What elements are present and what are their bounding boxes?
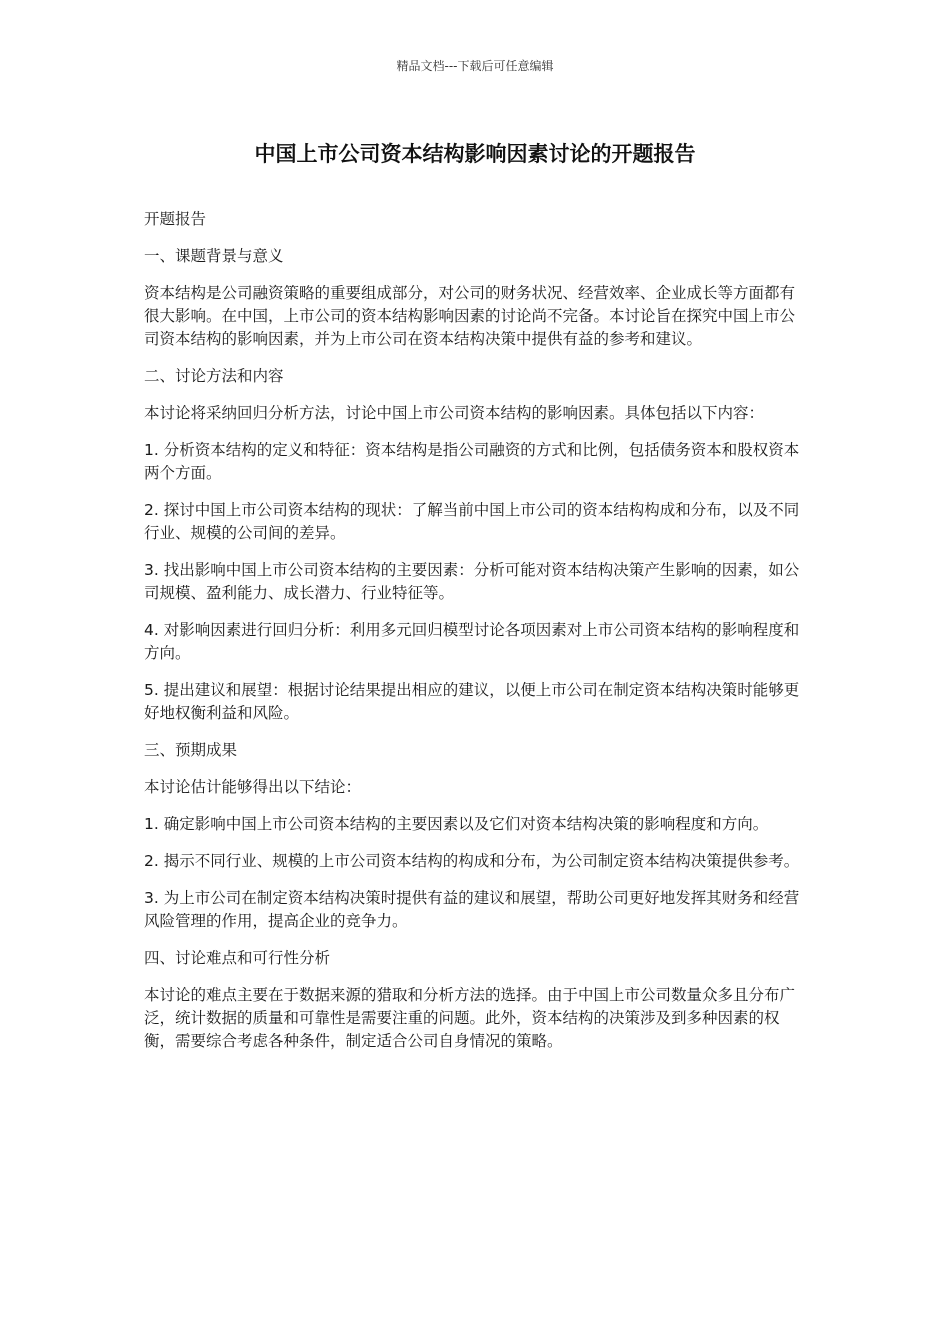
list-item: 3. 找出影响中国上市公司资本结构的主要因素：分析可能对资本结构决策产生影响的因素，如公司规模、盈利能力、成长潜力、行业特征等。 (144, 561, 800, 602)
list-item: 1. 确定影响中国上市公司资本结构的主要因素以及它们对资本结构决策的影响程度和方向。 (144, 815, 769, 833)
list-item: 4. 对影响因素进行回归分析：利用多元回归模型讨论各项因素对上市公司资本结构的影响程度和方向。 (144, 621, 800, 662)
section-heading: 三、预期成果 (144, 741, 238, 759)
document-body (144, 208, 806, 1067)
list-item: 5. 提出建议和展望：根据讨论结果提出相应的建议，以便上市公司在制定资本结构决策时能够更好地权衡利益和风险。 (144, 681, 800, 722)
list-item: 3. 为上市公司在制定资本结构决策时提供有益的建议和展望，帮助公司更好地发挥其财务和经营风险管理的作用，提高企业的竞争力。 (144, 889, 800, 930)
section-label: 开题报告 (144, 210, 207, 228)
list-item: 2. 揭示不同行业、规模的上市公司资本结构的构成和分布，为公司制定资本结构决策提供参考。 (144, 852, 800, 870)
section-heading: 四、讨论难点和可行性分析 (144, 949, 331, 967)
list-item: 1. 分析资本结构的定义和特征：资本结构是指公司融资的方式和比例，包括债务资本和股权资本两个方面。 (144, 441, 800, 482)
body-paragraph: 本讨论的难点主要在于数据来源的猎取和分析方法的选择。由于中国上市公司数量众多且分布广泛，统计数据的质量和可靠性是需要注重的问题。此外，资本结构的决策涉及到多种因素的权衡，需要综合考虑各种条件，制定适合公司自身情况的策略。 (144, 986, 796, 1050)
list-item: 2. 探讨中国上市公司资本结构的现状：了解当前中国上市公司的资本结构构成和分布，以及不同行业、规模的公司间的差异。 (144, 501, 800, 542)
body-paragraph: 本讨论将采纳回归分析方法，讨论中国上市公司资本结构的影响因素。具体包括以下内容： (144, 404, 765, 422)
section-heading: 一、课题背景与意义 (144, 247, 284, 265)
header-note: 精品文档---下载后可任意编辑 (396, 59, 554, 73)
document-title: 中国上市公司资本结构影响因素讨论的开题报告 (254, 142, 696, 166)
body-paragraph: 本讨论估计能够得出以下结论： (144, 778, 362, 796)
body-paragraph: 资本结构是公司融资策略的重要组成部分，对公司的财务状况、经营效率、企业成长等方面都有很大影响。在中国，上市公司的资本结构影响因素的讨论尚不完备。本讨论旨在探究中国上市公司资本结构的影响因素，并为上市公司在资本结构决策中提供有益的参考和建议。 (144, 284, 796, 348)
section-heading: 二、讨论方法和内容 (144, 367, 284, 385)
